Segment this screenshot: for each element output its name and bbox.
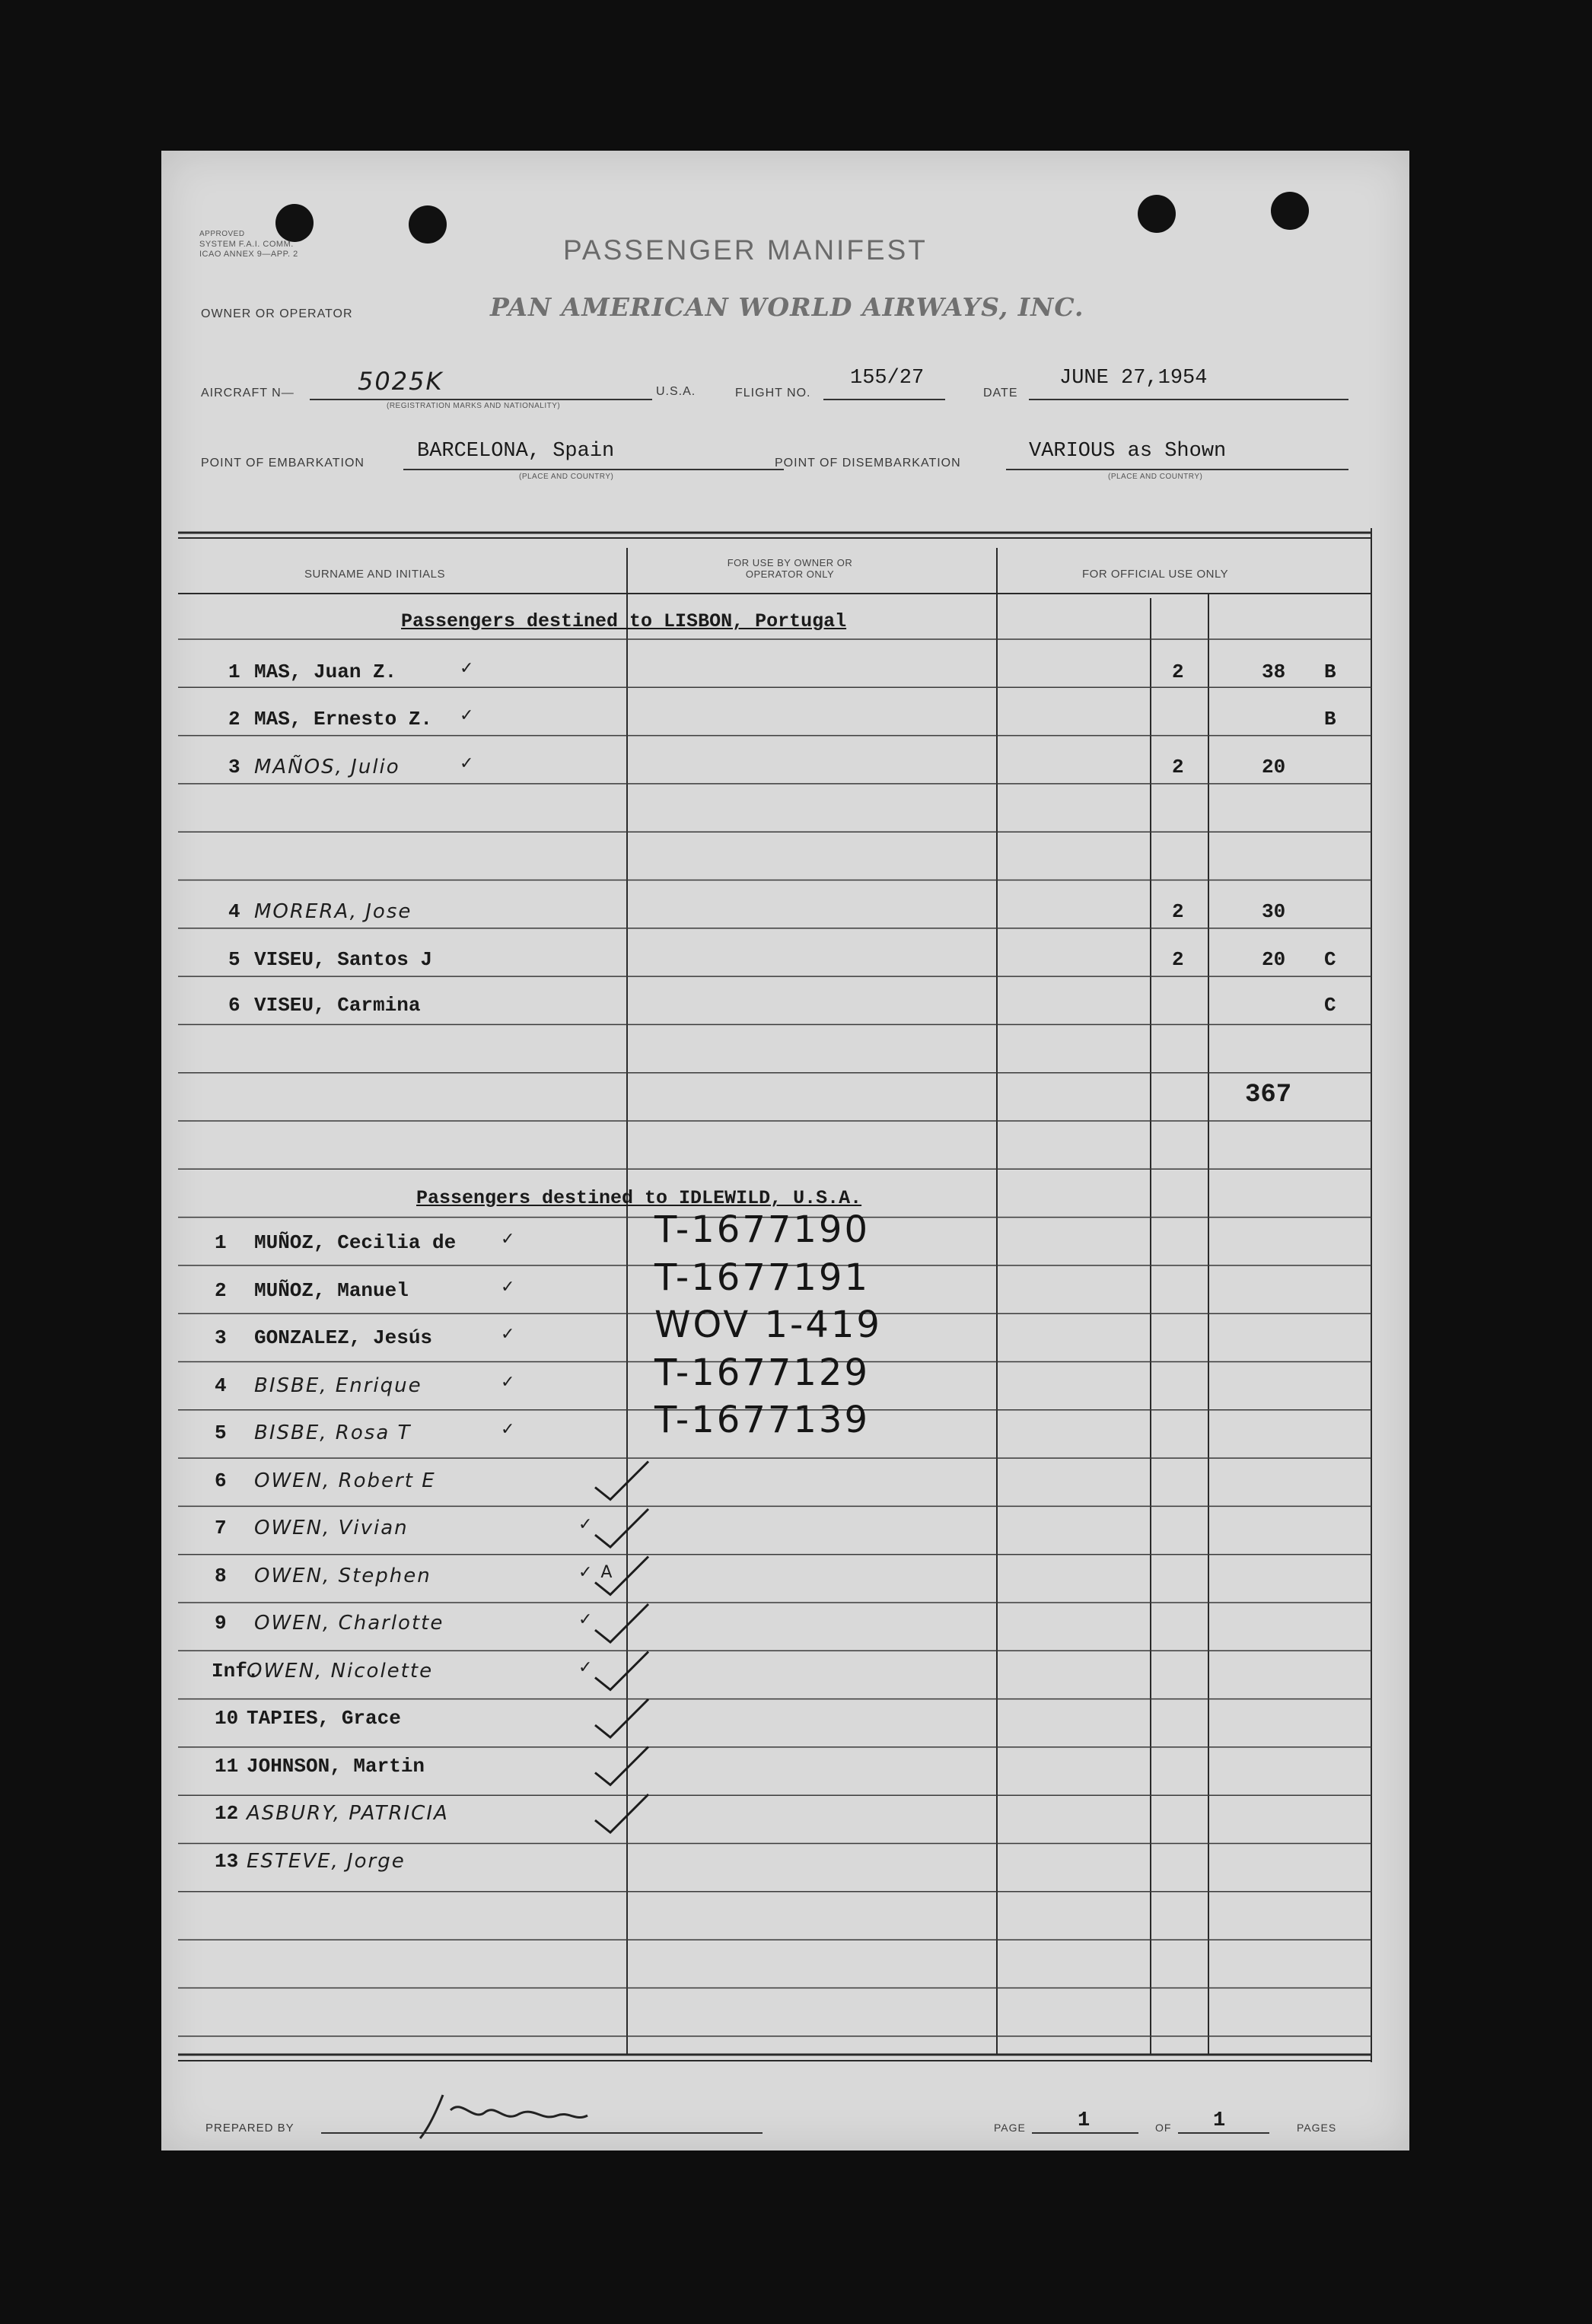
pages-label: PAGES xyxy=(1297,2122,1337,2134)
check-mark: ✓ xyxy=(501,1230,517,1249)
official-col-2: 20 xyxy=(1262,948,1286,971)
check-mark: ✓ xyxy=(460,706,476,725)
passenger-name: MAS, Ernesto Z. xyxy=(254,708,433,731)
passenger-name: VISEU, Santos J xyxy=(254,948,433,971)
lisbon-heading: Passengers destined to LISBON, Portugal xyxy=(401,610,847,632)
passenger-name: OWEN, Stephen xyxy=(254,1565,431,1587)
passenger-number: 5 xyxy=(228,948,240,971)
official-col-3: B xyxy=(1324,708,1336,731)
passenger-name: GONZALEZ, Jesús xyxy=(254,1326,433,1349)
passenger-name: TAPIES, Grace xyxy=(247,1707,401,1730)
passenger-number: 10 xyxy=(215,1707,239,1730)
of-line xyxy=(1178,2132,1269,2134)
check-mark: ✓ xyxy=(460,659,476,678)
check-mark: ✓ xyxy=(501,1420,517,1439)
approval-note-2: SYSTEM F.A.I. COMM. xyxy=(199,240,294,249)
idlewild-heading: Passengers destined to IDLEWILD, U.S.A. xyxy=(416,1187,862,1209)
official-col-1: 2 xyxy=(1172,756,1184,778)
passenger-number: 2 xyxy=(215,1279,227,1302)
page-line xyxy=(1032,2132,1138,2134)
usa-label: U.S.A. xyxy=(656,385,696,398)
passenger-number: 1 xyxy=(228,661,240,683)
official-col-3: B xyxy=(1324,661,1336,683)
manifest-sheet xyxy=(161,151,1409,2150)
official-col-2: 30 xyxy=(1262,900,1286,923)
page-value: 1 xyxy=(1078,2109,1091,2132)
flight-value: 155/27 xyxy=(850,367,925,390)
passenger-name: ASBURY, PATRICIA xyxy=(247,1802,449,1825)
official-col-1: 2 xyxy=(1172,661,1184,683)
check-mark: ✓ xyxy=(578,1610,594,1629)
disembark-value: VARIOUS as Shown xyxy=(1029,440,1227,463)
passenger-number: 6 xyxy=(228,994,240,1017)
signature xyxy=(161,151,1409,2150)
of-value: 1 xyxy=(1213,2109,1226,2132)
disembark-label: POINT OF DISEMBARKATION xyxy=(775,457,961,470)
disembark-sub: (PLACE AND COUNTRY) xyxy=(1108,473,1203,481)
check-mark: ✓ xyxy=(501,1373,517,1392)
check-mark: ✓ xyxy=(460,754,476,773)
passenger-number: 11 xyxy=(215,1755,239,1778)
aircraft-sub: (REGISTRATION MARKS AND NATIONALITY) xyxy=(387,402,561,410)
official-col-3: C xyxy=(1324,994,1336,1017)
col-surname-header: SURNAME AND INITIALS xyxy=(304,568,446,581)
check-mark: ✓ A xyxy=(578,1563,614,1582)
visa-number: T-1677129 xyxy=(654,1351,871,1394)
owner-label: OWNER OR OPERATOR xyxy=(201,307,353,320)
passenger-number: 13 xyxy=(215,1850,239,1873)
visa-number: T-1677139 xyxy=(654,1399,871,1441)
lisbon-total: 367 xyxy=(1245,1081,1292,1109)
passenger-name: MUÑOZ, Cecilia de xyxy=(254,1231,457,1254)
passenger-name: OWEN, Robert E xyxy=(254,1469,436,1492)
aircraft-label: AIRCRAFT N— xyxy=(201,387,295,400)
passenger-number: 2 xyxy=(228,708,240,731)
check-mark: ✓ xyxy=(578,1658,594,1677)
passenger-name: VISEU, Carmina xyxy=(254,994,421,1017)
passenger-name: BISBE, Rosa T xyxy=(254,1421,412,1444)
passenger-name: MUÑOZ, Manuel xyxy=(254,1279,409,1302)
page-title: PASSENGER MANIFEST xyxy=(563,234,928,266)
passenger-number: 3 xyxy=(228,756,240,778)
passenger-name: OWEN, Vivian xyxy=(254,1517,409,1539)
passenger-name: MAS, Juan Z. xyxy=(254,661,397,683)
passenger-number: 1 xyxy=(215,1231,227,1254)
approval-note-1: APPROVED xyxy=(199,230,245,238)
passenger-number: 7 xyxy=(215,1517,227,1539)
passenger-name: OWEN, Charlotte xyxy=(254,1612,444,1635)
official-col-2: 20 xyxy=(1262,756,1286,778)
approval-note-3: ICAO ANNEX 9—APP. 2 xyxy=(199,250,298,259)
date-label: DATE xyxy=(983,387,1018,400)
passenger-number: 3 xyxy=(215,1326,227,1349)
passenger-number: 12 xyxy=(215,1802,239,1825)
col-official-header: FOR OFFICIAL USE ONLY xyxy=(1082,568,1229,581)
of-label: OF xyxy=(1155,2122,1172,2134)
passenger-name: OWEN, Nicolette xyxy=(247,1660,434,1683)
embark-sub: (PLACE AND COUNTRY) xyxy=(519,473,614,481)
visa-number: T-1677191 xyxy=(654,1256,871,1299)
col-owner-header: FOR USE BY OWNER OR OPERATOR ONLY xyxy=(727,557,853,580)
passenger-name: MAÑOS, Julio xyxy=(254,756,400,778)
check-mark: ✓ xyxy=(501,1325,517,1344)
prepared-by-label: PREPARED BY xyxy=(205,2122,295,2135)
passenger-number: 9 xyxy=(215,1612,227,1635)
passenger-name: JOHNSON, Martin xyxy=(247,1755,425,1778)
owner-value: PAN AMERICAN WORLD AIRWAYS, INC. xyxy=(490,292,1084,322)
visa-number: WOV 1-419 xyxy=(654,1304,882,1346)
official-col-2: 38 xyxy=(1262,661,1286,683)
official-col-1: 2 xyxy=(1172,900,1184,923)
official-col-1: 2 xyxy=(1172,948,1184,971)
passenger-number: Inf. xyxy=(212,1660,259,1683)
passenger-name: MORERA, Jose xyxy=(254,900,412,923)
flight-label: FLIGHT NO. xyxy=(735,387,811,400)
check-mark: ✓ xyxy=(501,1278,517,1297)
passenger-number: 5 xyxy=(215,1421,227,1444)
passenger-number: 4 xyxy=(228,900,240,923)
passenger-number: 4 xyxy=(215,1374,227,1397)
embark-value: BARCELONA, Spain xyxy=(417,440,615,463)
official-col-3: C xyxy=(1324,948,1336,971)
check-mark: ✓ xyxy=(578,1515,594,1534)
page-label: PAGE xyxy=(994,2122,1026,2134)
embark-label: POINT OF EMBARKATION xyxy=(201,457,365,470)
date-value: JUNE 27,1954 xyxy=(1059,367,1208,390)
passenger-name: ESTEVE, Jorge xyxy=(247,1850,406,1873)
passenger-name: BISBE, Enrique xyxy=(254,1374,422,1397)
visa-number: T-1677190 xyxy=(654,1208,871,1251)
passenger-number: 8 xyxy=(215,1565,227,1587)
passenger-number: 6 xyxy=(215,1469,227,1492)
aircraft-value: 5025K xyxy=(358,367,444,396)
